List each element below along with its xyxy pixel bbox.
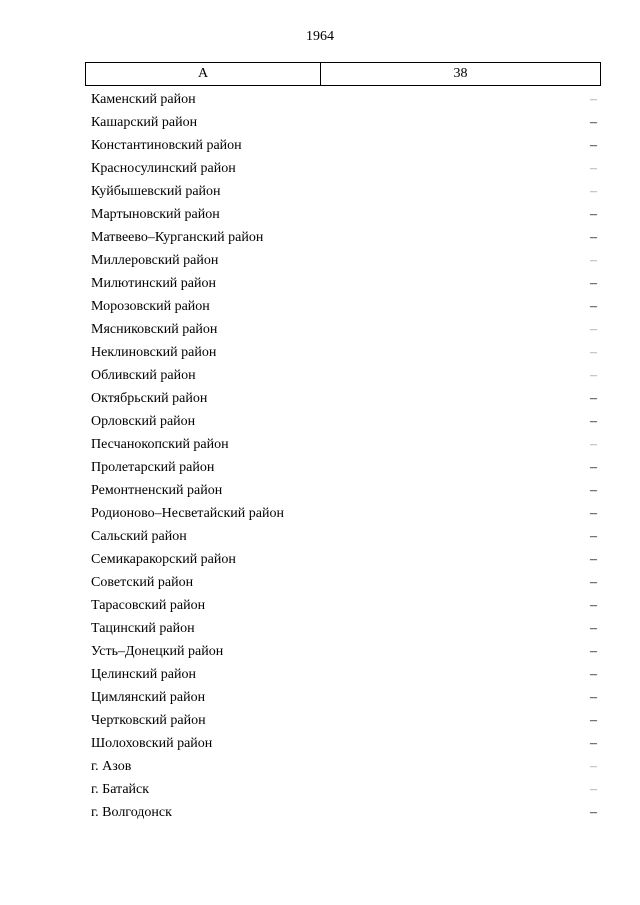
table-header xyxy=(85,62,601,86)
row-value: – xyxy=(590,137,597,153)
row-value: – xyxy=(590,528,597,544)
page-number: 1964 xyxy=(306,29,334,44)
row-value: – xyxy=(590,160,597,176)
row-label: г. Азов xyxy=(91,758,132,774)
row-label: Морозовский район xyxy=(91,298,210,314)
row-value: – xyxy=(590,804,597,820)
row-label: Мясниковский район xyxy=(91,321,218,337)
row-label: Каменский район xyxy=(91,91,196,107)
row-label: Цимлянский район xyxy=(91,689,206,705)
table-row xyxy=(91,755,597,778)
table-row xyxy=(91,111,597,134)
row-label: г. Батайск xyxy=(91,781,150,797)
row-value: – xyxy=(590,183,597,199)
table-row xyxy=(91,663,597,686)
row-label: Мартыновский район xyxy=(91,206,220,222)
row-label: г. Волгодонск xyxy=(91,804,172,820)
table-row xyxy=(91,180,597,203)
table-row xyxy=(91,479,597,502)
row-label: Октябрьский район xyxy=(91,390,208,406)
header-cell-a: А xyxy=(86,63,321,85)
row-label: Песчанокопский район xyxy=(91,436,229,452)
table-row xyxy=(91,732,597,755)
header-cell-38: 38 xyxy=(453,66,468,81)
row-value: – xyxy=(590,482,597,498)
row-label: Неклиновский район xyxy=(91,344,217,360)
table-row xyxy=(91,318,597,341)
row-value: – xyxy=(590,712,597,728)
table-row xyxy=(91,801,597,824)
table-row xyxy=(91,203,597,226)
row-value: – xyxy=(590,551,597,567)
row-label: Константиновский район xyxy=(91,137,242,153)
row-label: Орловский район xyxy=(91,413,196,429)
table-row xyxy=(91,88,597,111)
row-label: Чертковский район xyxy=(91,712,206,728)
row-value: – xyxy=(590,758,597,774)
row-label: Усть–Донецкий район xyxy=(91,643,224,659)
row-value: – xyxy=(590,436,597,452)
table-row xyxy=(91,709,597,732)
table-row xyxy=(91,594,597,617)
row-value: – xyxy=(590,275,597,291)
row-label: Милютинский район xyxy=(91,275,217,291)
table-row xyxy=(91,778,597,801)
row-value: – xyxy=(590,229,597,245)
table-body xyxy=(91,88,597,824)
table-row xyxy=(91,640,597,663)
table-row xyxy=(91,548,597,571)
table-row xyxy=(91,341,597,364)
row-label: Обливский район xyxy=(91,367,196,383)
row-label: Советский район xyxy=(91,574,194,590)
row-value: – xyxy=(590,321,597,337)
row-label: Родионово–Несветайский район xyxy=(91,505,284,521)
table-row xyxy=(91,571,597,594)
row-label: Красносулинский район xyxy=(91,160,236,176)
row-value: – xyxy=(590,735,597,751)
table-row xyxy=(91,295,597,318)
table-row xyxy=(91,272,597,295)
table-row xyxy=(91,456,597,479)
row-value: – xyxy=(590,390,597,406)
table-row xyxy=(91,364,597,387)
row-value: – xyxy=(590,252,597,268)
row-label: Сальский район xyxy=(91,528,187,544)
row-label: Семикаракорский район xyxy=(91,551,236,567)
row-label: Тарасовский район xyxy=(91,597,206,613)
row-value: – xyxy=(590,597,597,613)
row-value: – xyxy=(590,344,597,360)
row-value: – xyxy=(590,114,597,130)
row-label: Шолоховский район xyxy=(91,735,213,751)
table-row xyxy=(91,617,597,640)
row-label: Целинский район xyxy=(91,666,196,682)
table-row xyxy=(91,387,597,410)
row-label: Кашарский район xyxy=(91,114,198,130)
row-value: – xyxy=(590,91,597,107)
row-label: Куйбышевский район xyxy=(91,183,221,199)
table-row xyxy=(91,226,597,249)
row-value: – xyxy=(590,643,597,659)
table-row xyxy=(91,410,597,433)
table-row xyxy=(91,157,597,180)
table-row xyxy=(91,686,597,709)
table-row xyxy=(91,502,597,525)
row-value: – xyxy=(590,689,597,705)
row-label: Тацинский район xyxy=(91,620,195,636)
row-value: – xyxy=(590,298,597,314)
table-row xyxy=(91,433,597,456)
table-row xyxy=(91,249,597,272)
row-value: – xyxy=(590,367,597,383)
row-label: Миллеровский район xyxy=(91,252,219,268)
row-value: – xyxy=(590,620,597,636)
row-label: Пролетарский район xyxy=(91,459,215,475)
row-label: Ремонтненский район xyxy=(91,482,223,498)
row-value: – xyxy=(590,206,597,222)
row-value: – xyxy=(590,781,597,797)
row-label: Матвеево–Курганский район xyxy=(91,229,264,245)
row-value: – xyxy=(590,413,597,429)
table-row xyxy=(91,525,597,548)
row-value: – xyxy=(590,574,597,590)
row-value: – xyxy=(590,459,597,475)
table-row xyxy=(91,134,597,157)
row-value: – xyxy=(590,505,597,521)
row-value: – xyxy=(590,666,597,682)
